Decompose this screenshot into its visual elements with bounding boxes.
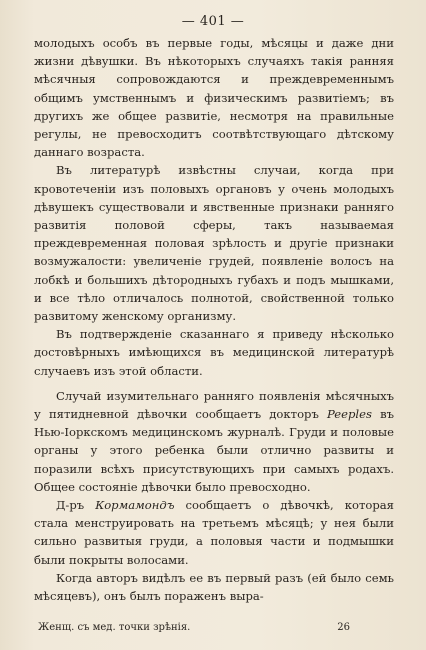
paragraph-1: молодыхъ особъ въ первые годы, мѣсяцы и даже дни жизни дѣвушки. Въ нѣкоторыхъ случаяхъ такія ранняя мѣсячныя сопровождаются и преждевременнымъ общимъ умственнымъ и физическимъ развитіемъ; въ другихъ же общее развитіе, несмотря на правильные регулы, не превосходитъ соотвѣтствующаго дѣтскому даннаго возраста. [34,36,394,160]
author-name-peeples: Peeples [327,407,372,422]
paragraph-4 [34,387,394,496]
paragraph-5 [34,496,394,569]
page-footer [34,622,394,633]
sheet-number: 26 [337,622,350,633]
paragraph-4-text-before: Случай изумительнаго ранняго появленія мѣсячныхъ у пятидневной дѣвочки сообщаетъ докторъ [34,388,394,422]
signature-mark: Женщ. съ мед. точки зрѣнія. [38,622,191,633]
paragraph-2: Въ литературѣ извѣстны случаи, когда при кровотеченіи изъ половыхъ органовъ у очень молодыхъ дѣвушекъ существовали и явственные признаки ранняго развитія половой сферы, такъ называемая преждевременная половая зрѣлость и другіе признаки возмужалости: увеличеніе грудей, появленіе волосъ на лобкѣ и большихъ дѣтородныхъ губахъ и подъ мышками, и все тѣло отличалось полнотой, свойственной только развитому женскому организму. [34,163,394,324]
author-name-kormamond: Кормамондъ [95,498,175,513]
paragraph-4-text-after: въ Нью-Іоркскомъ медицинскомъ журналѣ. Груди и половые органы у этого ребенка были отлично развиты и поразили всѣхъ присутствующихъ при самыхъ родахъ. Общее состояніе дѣвочки было превосходно. [34,407,394,494]
paragraph-5-text-before: Д-ръ [56,498,96,513]
paragraph-6: Когда авторъ видѣлъ ее въ первый разъ (ей было семь мѣсяцевъ), онъ былъ пораженъ выра- [34,570,394,604]
paragraph-3: Въ подтвержденіе сказаннаго я приведу нѣсколько достовѣрныхъ имѣющихся въ медицинской литературѣ случаевъ изъ этой области. [34,327,394,378]
paragraph-5-text-after: сообщаетъ о дѣвочкѣ, которая стала менструировать на третьемъ мѣсяцѣ; у нея были сильно развитыя груди, а половыя части и подмышки были покрыты волосами. [34,498,394,567]
page-number: — 401 — [181,14,245,29]
page-body [34,34,394,605]
